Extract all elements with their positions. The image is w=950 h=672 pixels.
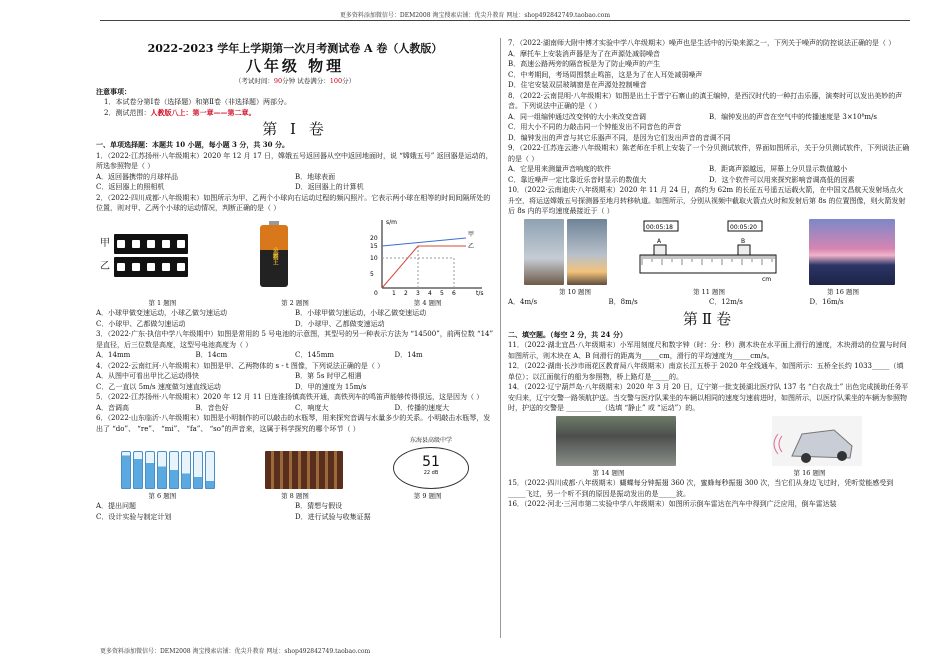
ruler-label-a: A [656, 237, 661, 245]
timer-2: 00:05:20 [729, 223, 757, 231]
decibel-value: 51 [422, 454, 440, 470]
ruler-label-b: B [740, 237, 745, 245]
notes-title: 注意事项： [96, 86, 131, 96]
graph-xtick: 3 [416, 289, 420, 296]
volume-2-title: 第Ⅱ卷 [682, 309, 736, 328]
decibel-unit: 22 dB [423, 469, 439, 476]
exam-info: （考试时间：90分钟 试卷满分：100分） [234, 77, 356, 85]
police-motorcade-photo [556, 416, 676, 466]
figure-captions-b: 第 6 题图 第 8 题图 第 9 题图 [148, 491, 442, 500]
battery-image: 金霸王 [260, 225, 288, 287]
question-5: 5．（2022·江苏扬州·八年级期末）2020 年 12 月 11 日连淮扬镇高铁开通，高铁列车的鸣笛声能够传得很远，这是因为（ ） [96, 393, 484, 401]
graph-xtick: 6 [452, 289, 456, 296]
rocket-photos [524, 219, 607, 285]
timer-1: 00:05:18 [645, 223, 673, 231]
st-graph [360, 216, 490, 296]
left-column: 2022-2023 学年上学期第一次月考测试卷 A 卷（人教版） 八年级 物理 （考试时间：90分钟 试卷满分：100分） 注意事项： 1．本试卷分第Ⅰ卷（选择题）和第Ⅱ卷（非选择题）两部分。 2．测试范围：人教版八上：第一章——第二章。 第 Ⅰ 卷 一、单项选择题：本题共 10 小题，每小题 3 分，共 30 分。 1．（2022·江苏扬州·八年级期末）2020 年 12 月 17 日，嫦娥五号返回器从空中返回地面时，说 “嫦娥五号” 返回器是运动的，所选参照物是（ ） A．返回器携带的月球样品 B．地球表面 C．返回器上的照相机 D．返回器上的计算机 2．（2022·四川成都·八年级期末）如图所示为甲、乙两个小球向右运动过程的频闪照片。它表示两小球在相等的时间间隔所处的位置，则对甲、乙两个小球的运动情况，判断正确的是（ ） 甲 乙 金霸王 s/m t/s 0 20 15 10 5 1 2 3 4 5 6 甲 乙 第 1 题图 第 2 题图 第 4 题图 A．小球甲做变速运动，小球乙做匀速运动 B．小球甲做匀速运动，小球乙做变速运动 C．小球甲、乙都做匀速运动 D．小球甲、乙都做变速运动 3．（2022·广东·执信中学八年级期中）如图是常用的 5 号电池的示意图，其型号的另一种表示方法为 “14500”，前两位数 “14” 是直径，后三位数是高度，这型号电池高度为（ ） A．14mm B．14cm C．145mm D．14m 4．（2022·云南红河·八年级期末）如图是甲、乙两物体的 s - t 图像，下列说法正确的是（ ） A．从图中可看出甲比乙运动得快 B．第 5s 时甲乙相遇 C．乙一直以 5m/s 速度做匀速直线运动 D．甲的速度为 15m/s 5．（2022·江苏扬州·八年级期末）2020 年 12 月 11 日连淮扬镇高铁开通，高铁列车的鸣笛声能够传得很远，这是因为（ ） A．音调高 B．音色好 C．响度大 D．传播的速度大 6．（2022·山东临沂·八年级期末）如图是小明制作的可以敲击的水瓶琴，用来探究音调与水量多少的关系。小明敲击水瓶琴，发出了 “do”、 “re”、 “mi”、 “fa”、 “so”的声音来，这属于科学探究的哪个环节（ ） 东海县高级中学 51 22 dB 第 6 题图 第 8 题图 第 9 题图 A．提出问题 B．猜想与假设 C．设计实验与制定计划 D．进行试验与收集证据 [96, 42, 494, 521]
note-2: 2．测试范围：人教版八上：第一章——第二章。 [104, 107, 256, 117]
graph-xlabel: t/s [476, 289, 484, 296]
graph-ytick: 20 [370, 234, 378, 242]
figure-row-c [508, 219, 910, 285]
figure-captions-d: 第 14 题图 第 16 题图 [592, 468, 826, 477]
volume-1-title: 第 Ⅰ 卷 [262, 120, 328, 138]
question-7: 7．（2022·湖南师大附中博才实验中学八年级期末）噪声也是生活中的污染来源之一，下列关于噪声的防控说法正确的是（ ） [508, 39, 896, 47]
page-header: 更多资料添加微信号：DEM2008 淘宝搜索店铺：优尖升教育 网址：shop492842749.taobao.com [339, 12, 611, 19]
bridge-photo [809, 219, 895, 285]
strobe-jia [114, 234, 188, 254]
question-12: 12．（2022·湖南·长沙市雨花区教育局八年级期末）南京长江五桥于 2020 年全线通车，如图所示：五桥全长约 1033_____（填单位）；以江面航行的船为参照物，桥上路灯是_____的。 [508, 362, 904, 381]
graph-ytick: 10 [370, 254, 378, 262]
page-footer: 更多资料添加微信号：DEM2008 淘宝搜索店铺：优尖升教育 网址：shop492842749.taobao.com [100, 648, 371, 655]
figure-captions-c: 第 10 题图 第 11 题图 第 16 题图 [559, 287, 859, 296]
question-6: 6．（2022·山东临沂·八年级期末）如图是小明制作的可以敲击的水瓶琴，用来探究音调与水量多少的关系。小明敲击水瓶琴，发出了 “do”、 “re”、 “mi”、 “fa”、 “so”的声音来，这属于科学探究的哪个环节（ ） [96, 414, 491, 433]
section-2-heading: 二、填空题。（每空 2 分，共 24 分） [508, 329, 627, 339]
graph-ytick: 15 [370, 242, 378, 250]
decibel-meter [393, 447, 469, 489]
water-bottles-image [121, 451, 215, 489]
car-radar-image [772, 416, 862, 466]
meter-school: 东海县高级中学 [409, 437, 452, 444]
figure-captions-a: 第 1 题图 第 2 题图 第 4 题图 [148, 298, 442, 307]
ruler-unit: cm [761, 275, 771, 283]
question-11: 11．（2022·湖北宜昌·八年级期末）小军用刻度尺和数字钟（时：分：秒）测木块在水平面上滑行的速度，木块滑动的位置与时间如图所示，则木块在 A、B 间滑行的距离为_____cm，滑行的平均速度为_____cm/s。 [508, 341, 907, 360]
header-divider [100, 20, 910, 21]
question-4: 4．（2022·云南红河·八年级期末）如图是甲、乙两物体的 s - t 图像，下列说法正确的是（ ） [96, 361, 385, 370]
question-9: 9．（2022·江苏连云港·八年级期末）陈老师在手机上安装了一个分贝测试软件，界面如图所示，关于分贝测试软件，下列说法正确的是（ ） [508, 144, 910, 163]
strobe-yi [114, 257, 188, 277]
question-1: 1．（2022·江苏扬州·八年级期末）2020 年 12 月 17 日，嫦娥五号返回器从空中返回地面时，说 “嫦娥五号” 返回器是运动的，所选参照物是（ ） [96, 151, 493, 170]
question-2: 2．（2022·四川成都·八年级期末）如图所示为甲、乙两个小球向右运动过程的频闪照片。它表示两小球在相等的时间间隔所处的位置，则对甲、乙两个小球的运动情况，判断正确的是（ ） [96, 193, 491, 212]
paper-subject: 八年级 物理 [245, 57, 345, 75]
figure-row-d [508, 416, 910, 466]
question-15: 15．（2022·四川成都·八年级期末）蝴蝶每分钟振翅 360 次，蜜蜂每秒振翅 300 次，当它们从身边飞过时，凭听觉能感受到_____飞过，另一个听不到的原因是振动发出的是_____波。 [508, 479, 894, 498]
question-16: 16．（2022·河北·三河市第二实验中学八年级期末）如图所示倒车雷达在汽车中得到广泛应用，倒车雷达装 [508, 500, 837, 508]
column-divider [500, 38, 501, 638]
q1-options: A．返回器携带的月球样品 B．地球表面 [96, 172, 336, 181]
bell-chime-photo [265, 451, 343, 489]
ruler-figure [638, 219, 778, 285]
graph-xtick: 2 [404, 289, 408, 296]
graph-origin: 0 [374, 289, 378, 296]
graph-xtick: 5 [440, 289, 444, 296]
question-14: 14．（2022·辽宁葫芦岛·八年级期末）2020 年 3 月 20 日，辽宁第一批支援湖北医疗队 137 名 “白衣战士” 出色完成援助任务平安归来，辽宁交警一路领航护送。当交警与医疗队乘坐的车辆以相同的速度匀速前进时，如图所示，以医疗队乘坐的车辆为参照物时，护送的交警是 __________（选填 “静止” 或 “运动”）的。 [508, 383, 909, 412]
question-8: 8．（2022·云南昆明·八年级期末）如图是出土于晋宁石寨山的滇王编钟，是西汉时代的一种打击乐器，演奏时可以发出美妙的声音。下列说法中正确的是（ ） [508, 91, 903, 110]
section-1-heading: 一、单项选择题：本题共 10 小题，每小题 3 分，共 30 分。 [96, 140, 289, 149]
paper-title: 2022-2023 学年上学期第一次月考测试卷 A 卷（人教版） [147, 42, 443, 55]
graph-line-yi [382, 238, 466, 246]
graph-label-yi: 乙 [468, 242, 475, 250]
right-column: 7．（2022·湖南师大附中博才实验中学八年级期末）噪声也是生活中的污染来源之一，下列关于噪声的防控说法正确的是（ ） A．摩托车上安装消声器是为了在声源处减弱噪音 B．高速公路两旁的隔音板是为了防止噪声的产生 C．中考期间，考场周围禁止鸣笛，这是为了在人耳处减弱噪声 D．住宅安装双层玻璃窗是在声源处控制噪音 8．（2022·云南昆明·八年级期末）如图是出土于晋宁石寨山的滇王编钟，是西汉时代的一种打击乐器，演奏时可以发出美妙的声音。下列说法中正确的是（ ） A．同一组编钟通过改变钟的大小来改变音调 B．编钟发出的声音在空气中的传播速度是 3×10⁸m/s C．用大小不同的力敲击同一个钟能发出不同音色的声音 D．编钟发出的声音与其它乐器声不同，是因为它们发出声音的音调不同 9．（2022·江苏连云港·八年级期末）陈老师在手机上安装了一个分贝测试软件，界面如图所示，关于分贝测试软件，下列说法正确的是（ ） A．它是用来测量声音响度的软件 B．距离声源越远，屏幕上分贝显示数值越小 C．靠近噪声一定比靠近乐音时显示的数值大 D．这个软件可以用来探究影响音调高低的因素 10．（2022·云南迪庆·八年级期末）2020 年 11 月 24 日，高约为 62m 的长征五号遥五运载火箭，在中国文昌航天发射场点火升空，将运送嫦娥五号探测器至地月转移轨道。如图所示，分别从视频中截取火箭点火时和发射后第 8s 的位置图像，则火箭发射后 8s 内的平均速度最接近于（ ） 00:05:18 00:05:20 A B cm 第 10 题图 第 11 题图 第 16 题图 A．4m/s B．8m/s C．12m/s D．16m/s 第Ⅱ卷 二、填空题。（每空 2 分，共 24 分） 11．（2022·湖北宜昌·八年级期末）小军用刻度尺和数字钟（时：分：秒）测木块在水平面上滑行的速度，木块滑动的位置与时间如图所示，则木块在 A、B 间滑行的距离为_____cm，滑行的平均速度为_____cm/s。 12．（2022·湖南·长沙市雨花区教育局八年级期末）南京长江五桥于 2020 年全线通车，如图所示：五桥全长约 1033_____（填单位）；以江面航行的船为参照物，桥上路灯是_____的。 14．（2022·辽宁葫芦岛·八年级期末）2020 年 3 月 20 日，辽宁第一批支援湖北医疗队 137 名 “白衣战士” 出色完成援助任务平安归来，辽宁交警一路领航护送。当交警与医疗队乘坐的车辆以相同的速度匀速前进时，如图所示，以医疗队乘坐的车辆为参照物时，护送的交警是 __________（选填 “静止” 或 “运动”）的。 第 14 题图 第 16 题图 15．（2022·四川成都·八年级期末）蝴蝶每分钟振翅 360 次，蜜蜂每秒振翅 300 次，当它们从身边飞过时，凭听觉能感受到_____飞过，另一个听不到的原因是振动发出的是_____波。 16．（2022·河北·三河市第二实验中学八年级期末）如图所示倒车雷达在汽车中得到广泛应用，倒车雷达装 [508, 39, 910, 508]
strobe-figure: 甲 乙 [100, 231, 188, 280]
figure-row-b [96, 436, 494, 489]
graph-label-jia: 甲 [468, 230, 475, 238]
graph-xtick: 4 [428, 289, 432, 296]
question-3: 3．（2022·广东·执信中学八年级期中）如图是常用的 5 号电池的示意图，其型号的另一种表示方法为 “14500”，前两位数 “14” 是直径，后三位数是高度，这型号电池高度为（ ） [96, 330, 494, 349]
rocket-photo-1 [524, 219, 564, 285]
question-10: 10．（2022·云南迪庆·八年级期末）2020 年 11 月 24 日，高约为 62m 的长征五号遥五运载火箭，在中国文昌航天发射场点火升空，将运送嫦娥五号探测器至地月转移轨道。如图所示，分别从视频中截取火箭点火时和发射后第 8s 的位置图像，则火箭发射后 8s 内的平均速度最接近于（ ） [508, 186, 906, 215]
note-1: 1．本试卷分第Ⅰ卷（选择题）和第Ⅱ卷（非选择题）两部分。 [104, 98, 291, 106]
figure-row-a [96, 216, 494, 296]
graph-ytick: 5 [370, 270, 374, 278]
graph-ylabel: s/m [386, 218, 397, 226]
rocket-photo-2 [567, 219, 607, 285]
graph-xtick: 1 [392, 289, 396, 296]
